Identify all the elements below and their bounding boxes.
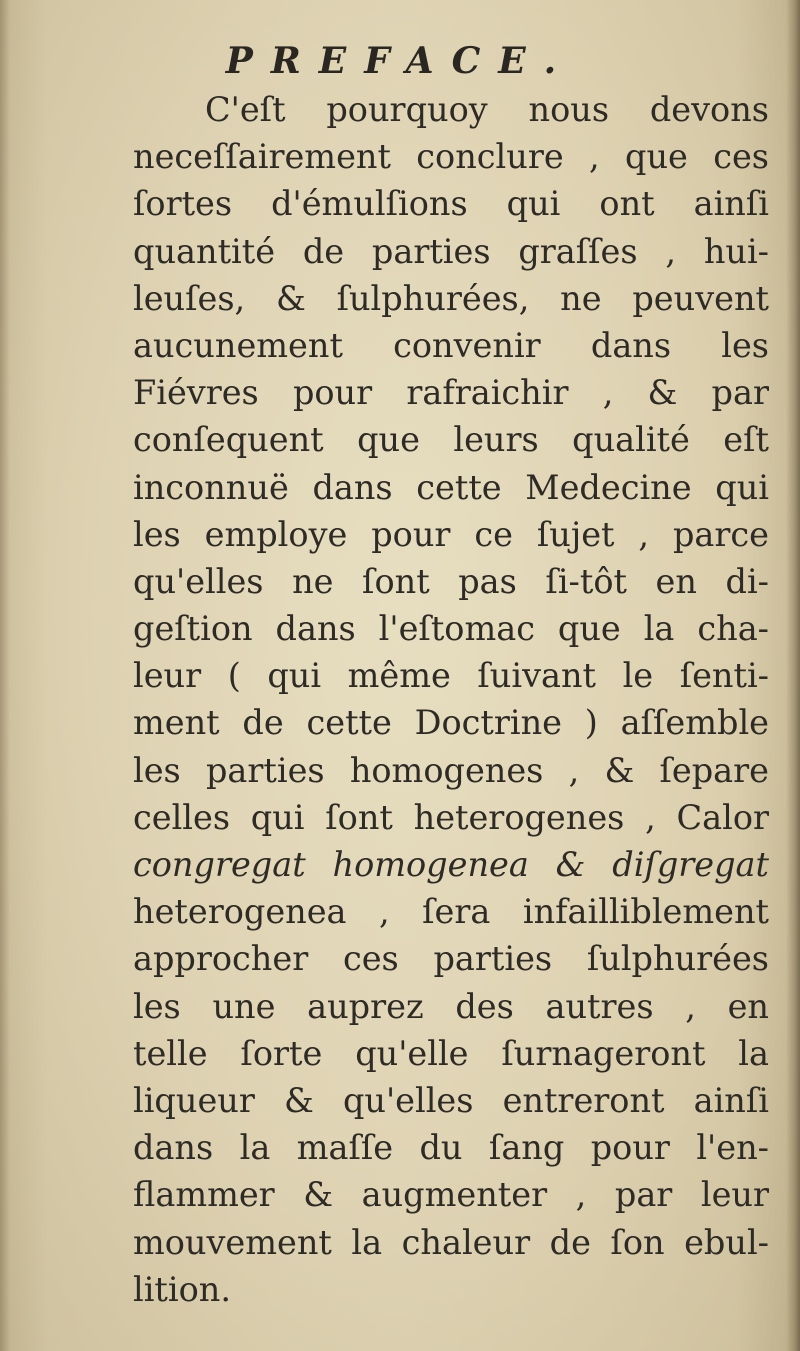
text-line: liqueur & qu'elles entreront ainſi — [133, 1080, 769, 1120]
text-line: lition. — [133, 1269, 231, 1309]
text-line: C'eſt pourquoy nous devons — [205, 90, 769, 129]
text-line: ſortes d'émulſions qui ont ainſi — [133, 184, 769, 224]
text-line: neceſſairement conclure , que ces — [133, 137, 769, 177]
text-line: geſtion dans l'eſtomac que la cha- — [133, 609, 769, 649]
text-line: leuſes, & ſulphurées, ne peuvent — [133, 278, 769, 318]
text-line: les employe pour ce ſujet , parce — [133, 514, 769, 554]
text-line: aucunement convenir dans les — [133, 325, 769, 365]
text-line: dans la maſſe du ſang pour l'en- — [133, 1128, 769, 1168]
text-line: les une auprez des autres , en — [133, 986, 769, 1026]
page-left-edge — [0, 0, 10, 1351]
text-line: qu'elles ne ſont pas ſi-tôt en di- — [133, 561, 769, 601]
running-header: PREFACE. — [225, 40, 575, 82]
text-line: telle ſorte qu'elle ſurnageront la — [133, 1033, 769, 1073]
body-text — [133, 86, 769, 1313]
text-line: mouvement la chaleur de ſon ebul- — [133, 1222, 769, 1262]
text-line: ment de cette Doctrine ) aſſemble — [133, 703, 769, 743]
text-line: Fiévres pour rafraichir , & par — [133, 373, 769, 413]
text-line: flammer & augmenter , par leur — [133, 1175, 769, 1215]
text-line: approcher ces parties ſulphurées — [133, 939, 769, 979]
page-right-edge — [786, 0, 800, 1351]
text-line: conſequent que leurs qualité eſt — [133, 420, 769, 460]
text-line: les parties homogenes , & ſepare — [133, 750, 769, 790]
text-line: celles qui ſont heterogenes , Calor — [133, 797, 769, 837]
text-line: inconnuë dans cette Medecine qui — [133, 467, 769, 507]
text-line-italic: congregat homogenea & diſgregat — [133, 845, 769, 884]
text-line: heterogenea , ſera infailliblement — [133, 892, 769, 932]
text-line: quantité de parties graſſes , hui- — [133, 231, 769, 271]
text-line: leur ( qui même ſuivant le ſenti- — [133, 656, 769, 696]
